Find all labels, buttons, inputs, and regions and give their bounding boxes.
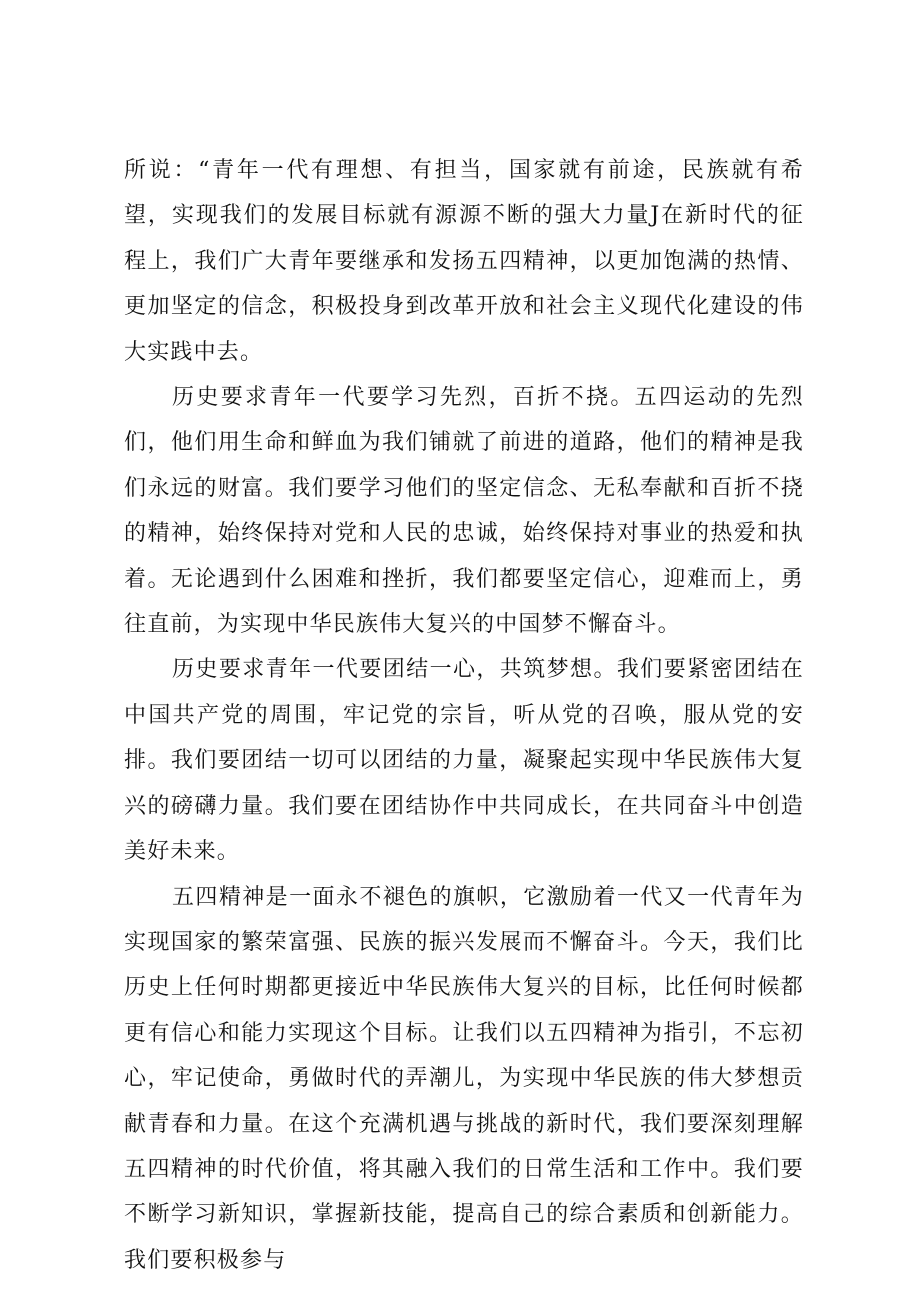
paragraph-1: 所说：“青年一代有理想、有担当，国家就有前途，民族就有希望，实现我们的发展目标就有源源不断的强大力量J在新时代的征程上，我们广大青年要继承和发扬五四精神，以更加饱满的热情、更加坚定的信念，积极投身到改革开放和社会主义现代化建设的伟大实践中去。 bbox=[124, 158, 804, 365]
paragraph-2: 历史要求青年一代要学习先烈，百折不挠。五四运动的先烈们，他们用生命和鲜血为我们铺就了前进的道路，他们的精神是我们永远的财富。我们要学习他们的坚定信念、无私奉献和百折不挠的精神，始终保持对党和人民的忠诚，始终保持对事业的热爱和执着。无论遇到什么困难和挫折，我们都要坚定信心，迎难而上，勇往直前，为实现中华民族伟大复兴的中国梦不懈奋斗。 bbox=[124, 385, 804, 638]
paragraph-4: 五四精神是一面永不褪色的旗帜，它激励着一代又一代青年为实现国家的繁荣富强、民族的振兴发展而不懈奋斗。今天，我们比历史上任何时期都更接近中华民族伟大复兴的目标，比任何时候都更有信心和能力实现这个目标。让我们以五四精神为指引，不忘初心，牢记使命，勇做时代的弄潮儿，为实现中华民族的伟大梦想贡献青春和力量。在这个充满机遇与挑战的新时代，我们要深刻理解五四精神的时代价值，将其融入我们的日常生活和工作中。我们要不断学习新知识，掌握新技能，提高自己的综合素质和创新能力。我们要积极参与 bbox=[124, 884, 804, 1273]
document-body bbox=[124, 148, 804, 1283]
paragraph-3: 历史要求青年一代要团结一心，共筑梦想。我们要紧密团结在中国共产党的周围，牢记党的宗旨，听从党的召唤，服从党的安排。我们要团结一切可以团结的力量，凝聚起实现中华民族伟大复兴的磅礴力量。我们要在团结协作中共同成长，在共同奋斗中创造美好未来。 bbox=[124, 657, 804, 865]
